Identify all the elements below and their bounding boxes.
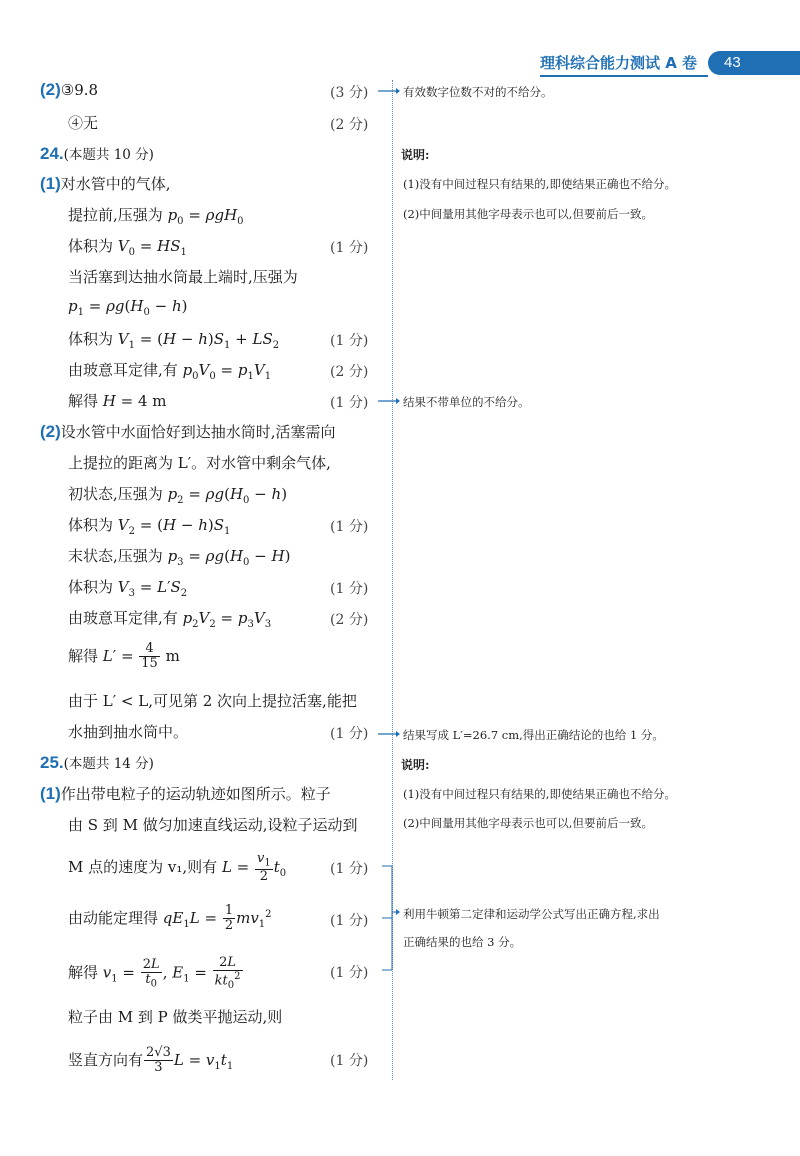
q24-line-result-L: 解得 L′ = $\frac{4}{15}$ m	[68, 641, 180, 672]
explanation-heading: 说明:	[401, 148, 430, 162]
part-label: (1)	[40, 784, 61, 803]
q24-line-volume-2: 体积为 $V_2 = (H - h)S_1$	[68, 516, 231, 537]
question-points: (本题共 14 分)	[63, 756, 154, 772]
q24-line-pressure-3: 末状态,压强为 $p_3 = \rho g(H_0 - H)$	[68, 547, 291, 568]
bracket-connector	[378, 862, 400, 972]
score: (1 分)	[330, 519, 369, 535]
question-24-heading	[40, 143, 154, 164]
answer-text: 竖直方向有	[68, 1050, 144, 1069]
answer-text: 体积为	[68, 516, 114, 534]
fraction: $\frac{2L}{kt_0^2}$	[214, 955, 241, 992]
q24-line-boyle-law-2: 由玻意耳定律,有 $p_2V_2 = p_3V_3$	[68, 609, 272, 630]
question-number: 24.	[40, 144, 64, 163]
answer-text: 设水管中水面恰好到达抽水筒时,活塞需向	[60, 423, 336, 441]
score: (2 分)	[330, 117, 369, 133]
answer-text: 由动能定理得	[68, 908, 159, 927]
arrow-icon	[378, 86, 400, 96]
explanation-item-2: (2)中间量用其他字母表示也可以,但要前后一致。	[403, 816, 653, 830]
score: (1 分)	[330, 726, 369, 742]
scoring-note-line-1: 利用牛顿第二定律和运动学公式写出正确方程,求出	[403, 907, 660, 921]
answer-text: 体积为	[68, 578, 114, 596]
scoring-note: 结果不带单位的不给分。	[403, 395, 530, 409]
answer-2-line-1	[40, 80, 98, 100]
answer-text: 末状态,压强为	[68, 547, 163, 565]
q25-line-vertical: 竖直方向有 $\frac{2√3}{3}$ $L = v_1t_1$	[68, 1045, 234, 1076]
explanation-item-2: (2)中间量用其他字母表示也可以,但要前后一致。	[403, 207, 653, 221]
question-points: (本题共 10 分)	[63, 147, 154, 163]
question-25-heading	[40, 752, 154, 773]
score: (3 分)	[330, 85, 369, 101]
q24-line-piston-top: 当活塞到达抽水筒最上端时,压强为	[68, 268, 298, 286]
answer-text: 由玻意耳定律,有	[68, 361, 178, 379]
q24-line-volume-0: 体积为 $V_0 = HS_1$	[68, 237, 187, 258]
score: (1 分)	[330, 333, 369, 349]
q24-part-2-intro	[40, 421, 336, 442]
answer-2-line-2: ④无	[68, 114, 99, 132]
score: (1 分)	[330, 240, 369, 256]
score: (1 分)	[330, 965, 369, 981]
q24-line-pressure-before: 提拉前,压强为 $p_0 = \rho gH_0$	[68, 206, 244, 227]
answer-text: 解得	[68, 963, 99, 982]
scoring-note: 结果写成 L′=26.7 cm,得出正确结论的也给 1 分。	[403, 728, 664, 742]
answer-text: 解得	[68, 646, 99, 665]
explanation-item-1: (1)没有中间过程只有结果的,即使结果正确也不给分。	[403, 177, 676, 191]
q25-part-1-intro	[40, 783, 331, 804]
q24-line-volume-1: 体积为 $V_1 = (H - h)S_1 + LS_2$	[68, 330, 280, 351]
score: (1 分)	[330, 861, 369, 877]
score: (1 分)	[330, 913, 369, 929]
q24-line-conclusion: 由于 L′ < L,可见第 2 次向上提拉活塞,能把	[68, 692, 357, 710]
answer-text: 作出带电粒子的运动轨迹如图所示。粒子	[60, 785, 331, 803]
explanation-heading: 说明:	[401, 758, 430, 772]
arrow-icon	[378, 396, 400, 406]
explanation-item-1: (1)没有中间过程只有结果的,即使结果正确也不给分。	[403, 787, 676, 801]
question-number: 25.	[40, 753, 64, 772]
score: (2 分)	[330, 612, 369, 628]
score: (1 分)	[330, 1053, 369, 1069]
answer-text: 解得	[68, 392, 99, 410]
header-title: 理科综合能力测试 A 卷	[540, 54, 698, 72]
header-underline	[540, 75, 708, 77]
part-label: (2)	[40, 80, 61, 99]
q25-line-energy: 由动能定理得 $qE_1L$ = $\frac{1}{2}$ $mv_1^2$	[68, 903, 272, 934]
answer-text: 体积为	[68, 330, 114, 348]
q24-line-pressure-1: $p_1 = \rho g(H_0 - h)$	[68, 297, 188, 318]
q24-line-conclusion-2: 水抽到抽水筒中。	[68, 723, 189, 741]
q25-line-motion: 由 S 到 M 做匀加速直线运动,设粒子运动到	[68, 816, 358, 834]
score: (1 分)	[330, 581, 369, 597]
fraction: $\frac{4}{15}$	[141, 641, 158, 672]
scoring-note: 有效数字位数不对的不给分。	[403, 85, 553, 99]
score: (2 分)	[330, 364, 369, 380]
part-label: (1)	[40, 174, 61, 193]
q24-line-pressure-2: 初状态,压强为 $p_2 = \rho g(H_0 - h)$	[68, 485, 288, 506]
scoring-note-line-2: 正确结果的也给 3 分。	[403, 935, 522, 949]
q24-part-1-intro	[40, 173, 171, 194]
q24-line-result-H: 解得 H = 4 m	[68, 392, 167, 410]
answer-text: 初状态,压强为	[68, 485, 163, 503]
q24-line-volume-3: 体积为 $V_3 = L'S_2$	[68, 578, 188, 599]
answer-text: ③9.8	[60, 81, 99, 99]
answer-text: 提拉前,压强为	[68, 206, 163, 224]
q25-line-velocity: M 点的速度为 v₁,则有 L = $\frac{v_1}{2}$ $t_0$	[68, 851, 287, 884]
page-number-badge: 43	[708, 51, 800, 75]
answer-text: M 点的速度为 v₁,则有	[68, 857, 218, 876]
part-label: (2)	[40, 422, 61, 441]
arrow-icon	[378, 729, 400, 739]
q25-line-projectile: 粒子由 M 到 P 做类平抛运动,则	[68, 1008, 283, 1026]
answer-text: 体积为	[68, 237, 114, 255]
fraction: $\frac{2√3}{3}$	[146, 1045, 171, 1076]
fraction: $\frac{v_1}{2}$	[257, 851, 271, 884]
fraction: $\frac{1}{2}$	[224, 903, 234, 934]
score: (1 分)	[330, 395, 369, 411]
fraction: $\frac{2L}{t_0}$	[142, 956, 160, 990]
answer-text: 对水管中的气体,	[60, 175, 171, 193]
q24-line-boyle-law: 由玻意耳定律,有 $p_0V_0 = p_1V_1$	[68, 361, 272, 382]
answer-text: 由玻意耳定律,有	[68, 609, 178, 627]
q25-line-results: 解得 $v_1$ = $\frac{2L}{t_0}$ , $E_1$ = $\frac{2L}{kt_0^2}$	[68, 955, 241, 992]
q24-line-distance: 上提拉的距离为 L′。对水管中剩余气体,	[68, 454, 331, 472]
